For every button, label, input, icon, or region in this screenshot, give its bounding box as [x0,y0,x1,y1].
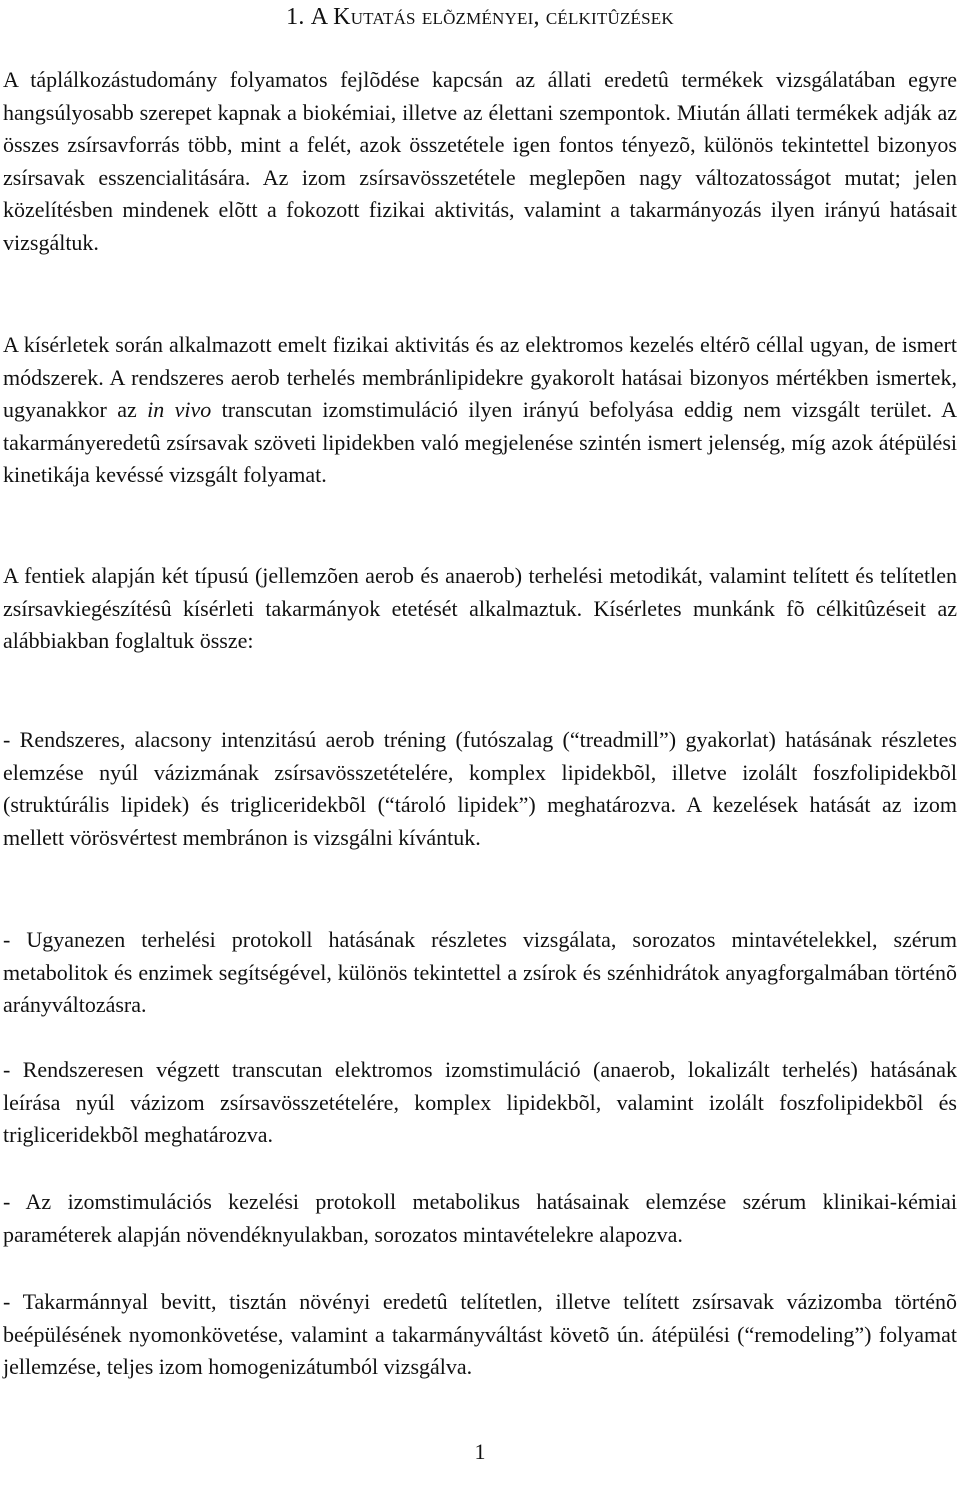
methods-text-after: transcutan izomstimuláció ilyen irányú befolyása eddig nem vizsgált terület. A takarmányeredetû zsírsavak szöveti lipidekben való megjelenése szintén ismert jelenség, míg azok átépülési kinetikája kevéssé vizsgált folyamat. [3,397,957,488]
heading-number: 1. [286,4,305,30]
objective-item: - Ugyanezen terhelési protokoll hatásának részletes vizsgálata, sorozatos mintavételekkel, szérum metabolitok és enzimek segítségével, különös tekintettel a zsírok és szénhidrátok anyagforgalmában történõ arányváltozásra. [3,927,957,1018]
objective-item: - Rendszeres, alacsony intenzitású aerob tréning (futószalag (“treadmill”) gyakorlat) hatásának részletes elemzése nyúl vázizmának zsírsavösszetételére, komplex lipidekbõl, illetve izolált foszfolipidekbõl (struktúrális lipidek) és trigliceridekbõl (“tároló lipidek”) meghatározva. A kezelések hatását az izom mellett vörösvértest membránon is vizsgálni kívántuk. [3,727,957,850]
section-heading [3,0,957,32]
intro-paragraph: A táplálkozástudomány folyamatos fejlõdése kapcsán az állati eredetû termékek vizsgálatában egyre hangsúlyosabb szerepet kapnak a biokémiai, illetve az élettani szempontok. Miután állati termékek adják az összes zsírsavforrás több, mint a felét, azok összetétele igen fontos tényezõ, különös tekintettel bizonyos zsírsavak esszencialitására. Az izom zsírsavösszetétele meglepõen nagy változatosságot mutat; jelen közelítésben mindenek elõtt a fokozott fizikai aktivitás, valamint a takarmányozás ilyen irányú hatásait vizsgáltuk. [3,67,957,255]
heading-title: A Kutatás elõzményei, célkitûzések [310,4,674,30]
page-number: 1 [474,1439,486,1464]
heading-text [3,2,957,32]
methods-text-before: A kísérletek során alkalmazott emelt fizikai aktivitás és az elektromos kezelés eltérõ céllal ugyan, de ismert módszerek. A rendszeres aerob terhelés membránlipidekre gyakorolt hatásai bizonyos mértékben ismertek, ugyanakkor az [3,332,957,423]
objective-item: - Takarmánnyal bevitt, tisztán növényi eredetû telítetlen, illetve telített zsírsavak vázizomba történõ beépülésének nyomonkövetése, valamint a takarmányváltást követõ ún. átépülési (“remodeling”) folyamat jellemzése, teljes izom homogenizátumból vizsgálva. [3,1289,957,1380]
objective-item: - Rendszeresen végzett transcutan elektromos izomstimuláció (anaerob, lokalizált terhelés) hatásának leírása nyúl vázizom zsírsavösszetételére, komplex lipidekbõl, valamint izolált foszfolipidekbõl és trigliceridekbõl meghatározva. [3,1057,957,1148]
aims-intro-paragraph: A fentiek alapján két típusú (jellemzõen aerob és anaerob) terhelési metodikát, valamint telített és telítetlen zsírsavkiegészítésû kísérleti takarmányok etetését alkalmaztuk. Kísérletes munkánk fõ célkitûzéseit az alábbiakban foglaltuk össze: [3,563,957,654]
objective-item: - Az izomstimulációs kezelési protokoll metabolikus hatásainak elemzése szérum klinikai-kémiai paraméterek alapján növendéknyulakban, sorozatos mintavételekre alapozva. [3,1189,957,1247]
in-vivo-term: in vivo [147,397,212,423]
methods-paragraph [3,329,957,492]
document-page [3,0,957,1488]
